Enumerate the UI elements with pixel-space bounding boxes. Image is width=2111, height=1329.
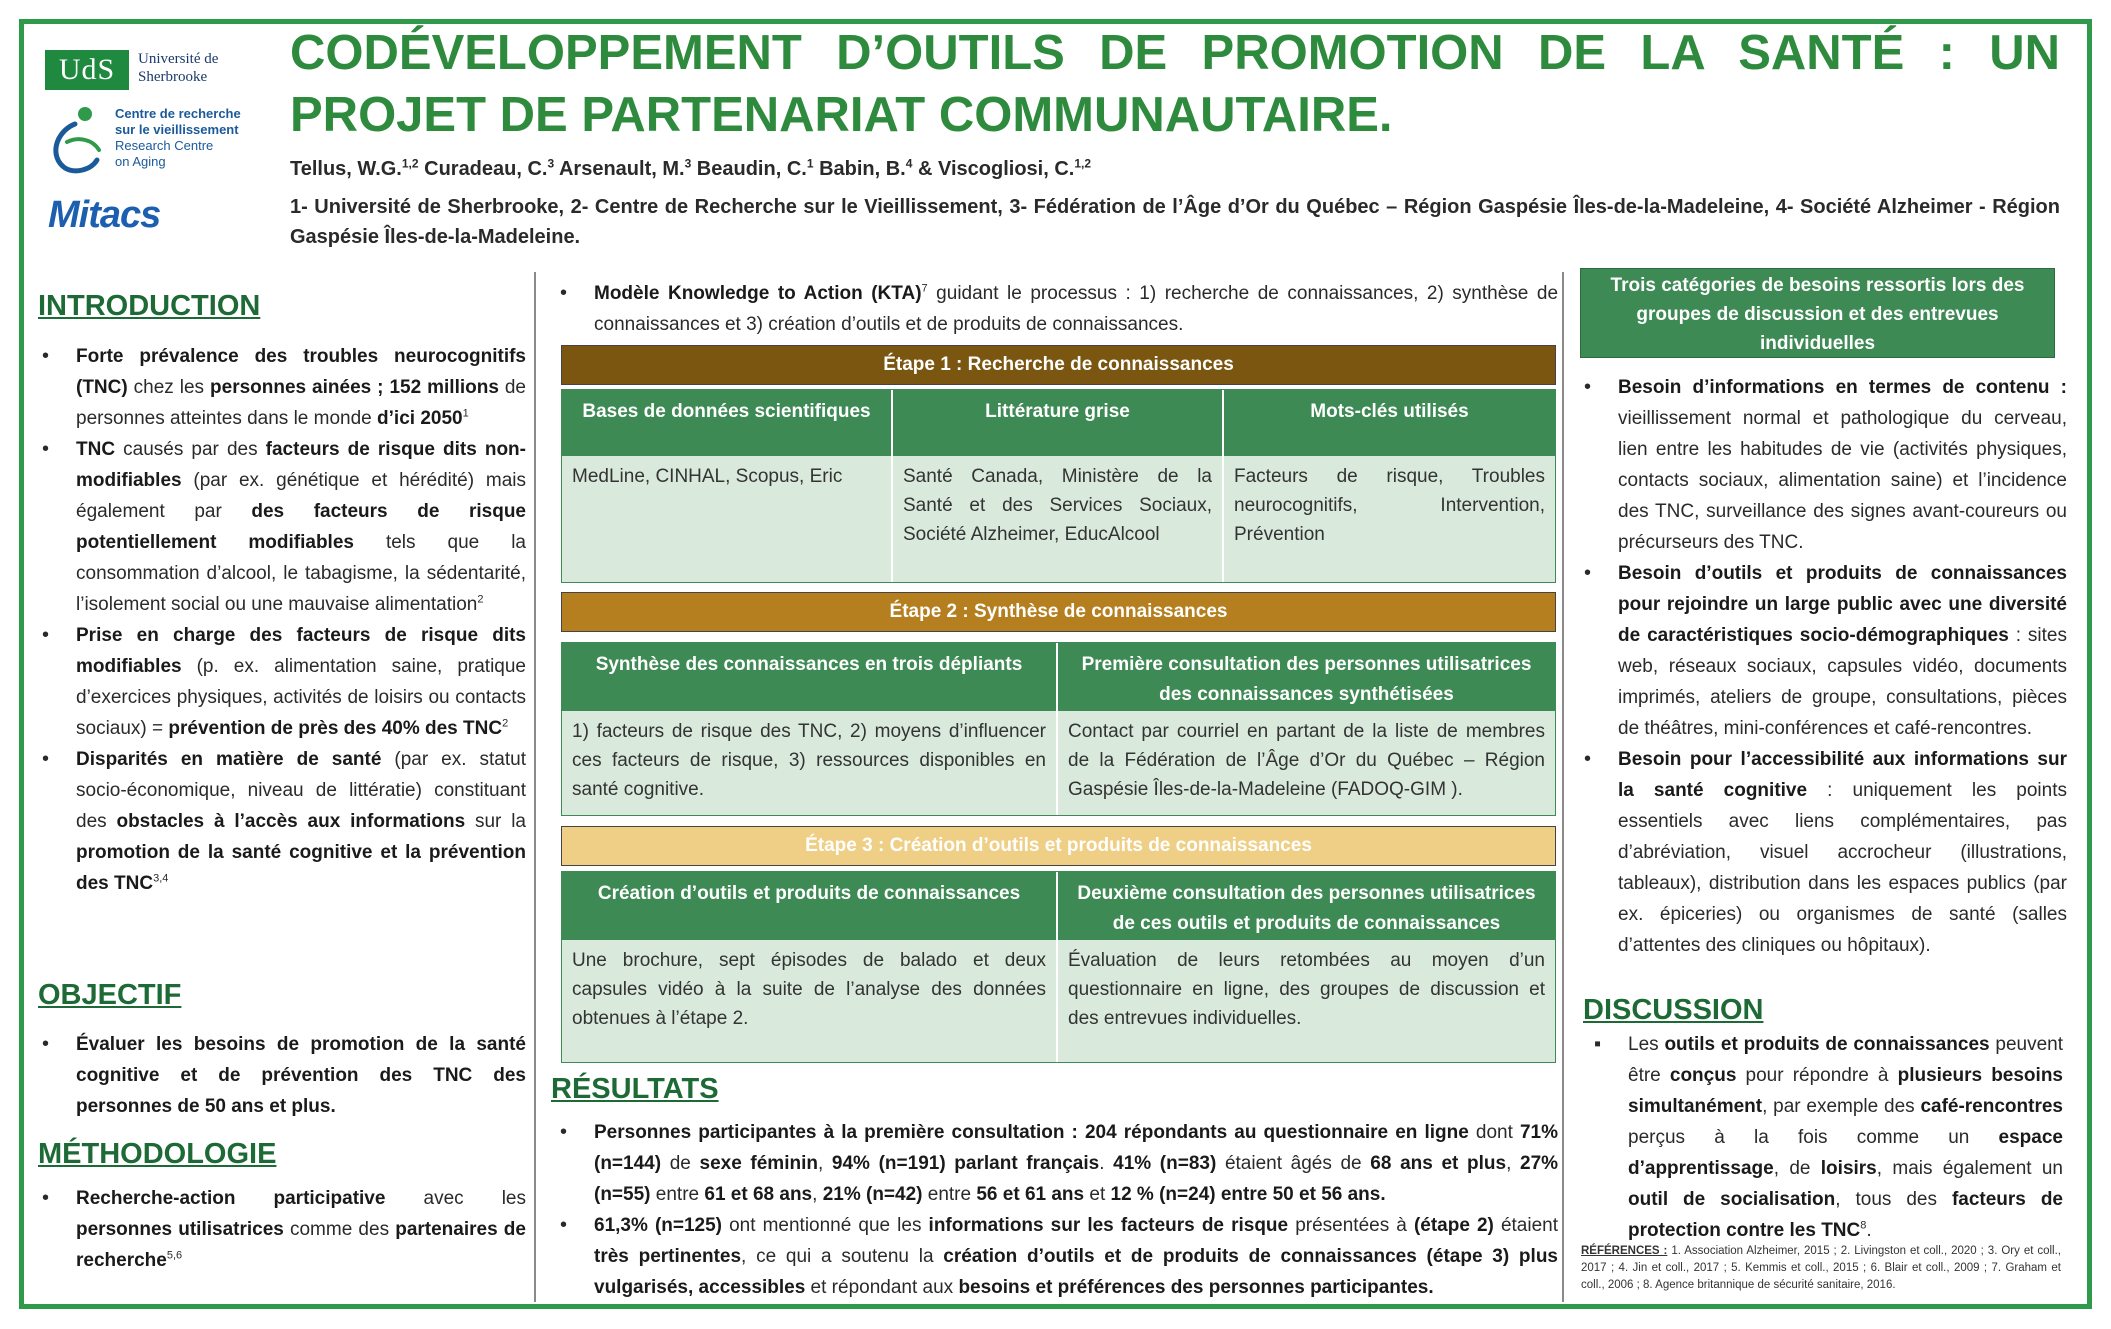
bullet-item (556, 1117, 1558, 1210)
bold-text: 12 % (n=24) entre 50 et 56 ans. (1110, 1184, 1386, 1205)
citation-sup: 2 (477, 593, 484, 606)
objectif-heading: OBJECTIF (38, 979, 182, 1011)
table-header-cell: Bases de données scientifiques (562, 390, 893, 456)
plain-text: étaient âgés de (1216, 1153, 1371, 1174)
methodologie-heading: MÉTHODOLOGIE (38, 1138, 277, 1170)
discussion-list (1590, 1029, 2063, 1246)
bold-text: 94% (n=191) parlant français (831, 1153, 1100, 1174)
bold-text: Modèle Knowledge to Action (KTA) (594, 283, 922, 304)
affiliations: 1- Université de Sherbrooke, 2- Centre de Recherche sur le Vieillissement, 3- Fédération de l’Âge d’Or du Québec – Région Gaspésie Îles-de-la-Madeleine, 4- Société Alzheimer - Région Gaspésie Îles-de-la-Madeleine. (290, 196, 2060, 248)
plain-text: , mais également un (1876, 1158, 2063, 1179)
table-body-cell: MedLine, CINHAL, Scopus, Eric (562, 456, 893, 582)
author-name: Curadeau, C. (418, 158, 548, 180)
author-name: Babin, B. (813, 158, 906, 180)
uds-name-line2: Sherbrooke (138, 69, 208, 85)
bold-text: Prise en charge des facteurs de risque dits modifiables (76, 625, 526, 677)
table-header-cell: Création d’outils et produits de connaissances (562, 872, 1058, 940)
step-3-bar: Étape 3 : Création d’outils et produits de connaissances (561, 826, 1556, 866)
table-body-cell: Évaluation de leurs retombées au moyen d’un questionnaire en ligne, des groupes de discussion et des entrevues individuelles. (1058, 940, 1555, 1062)
bullet-item (1580, 372, 2067, 558)
mitacs-logo: Mitacs (48, 194, 161, 236)
bold-text: 61 et 68 ans (704, 1184, 813, 1205)
bullet-item (1580, 744, 2067, 961)
bold-text: création d’outils et de produits de connaissances (étape 3) plus vulgarisés, accessibles (594, 1246, 1558, 1298)
plain-text: dont (1468, 1122, 1520, 1143)
introduction-heading: INTRODUCTION (38, 290, 261, 322)
author-name: Beaudin, C. (691, 158, 807, 180)
bold-text: besoins et préférences des personnes participantes. (958, 1277, 1434, 1298)
discussion-heading: DISCUSSION (1583, 994, 1764, 1026)
bold-text: conçus (1669, 1065, 1737, 1086)
bold-text: 68 ans et plus (1370, 1153, 1507, 1174)
column-separator-left (534, 272, 536, 1302)
plain-text: vieillissement normal et pathologique du cerveau, lien entre les habitudes de vie (activités physiques, contacts sociaux, alimentation saine) et l’incidence des TNC, surveillance des signes avant-coureurs ou précurseurs des TNC. (1618, 408, 2067, 553)
citation-sup: 2 (502, 717, 509, 730)
plain-text: , (1506, 1153, 1520, 1174)
author-name: & Viscogliosi, C. (912, 158, 1075, 180)
bold-text: TNC (76, 439, 116, 460)
table-body-cell: Santé Canada, Ministère de la Santé et des Services Sociaux, Société Alzheimer, EducAlcool (893, 456, 1224, 582)
bold-text: loisirs (1820, 1158, 1877, 1179)
plain-text: (p. ex. alimentation saine, pratique d’exercices physiques, activités de loisirs ou contacts sociaux) = (76, 656, 526, 739)
references-text: 1. Association Alzheimer, 2015 ; 2. Livingston et coll., 2020 ; 3. Ory et coll., 2017 ; 4. Jin et coll., 2017 ; 5. Kemmis et coll., 2015 ; 6. Blair et coll., 2009 ; 7. Graham et coll., 2006 ; 8. Agence britannique de sécurité sanitaire, 2016. (1581, 1245, 2062, 1291)
bold-text: personnes utilisatrices (76, 1219, 284, 1240)
bullet-item (38, 1029, 526, 1122)
plain-text: entre (650, 1184, 705, 1205)
resultats-list (556, 1117, 1558, 1303)
plain-text: de (661, 1153, 700, 1174)
step-1-table (561, 389, 1556, 583)
author-affiliation-sup: 1 (806, 156, 814, 171)
bullet-item (38, 620, 526, 744)
step-3-table (561, 871, 1556, 1063)
bold-text: plusieurs besoins simultanément (1628, 1065, 2063, 1117)
plain-text: et répondant aux (805, 1277, 959, 1298)
author-affiliation-sup: 1,2 (401, 156, 419, 171)
objectif-list (38, 1029, 526, 1122)
bold-text: Personnes participantes à la première consultation : 204 répondants au questionnaire en ligne (594, 1122, 1469, 1143)
kta-list (556, 278, 1558, 340)
bold-text: Évaluer les besoins de promotion de la santé cognitive et de prévention des TNC des personnes de 50 ans et plus. (76, 1034, 526, 1117)
table-body-cell: Contact par courriel en partant de la liste de membres de la Fédération de l’Âge d’Or du Québec – Région Gaspésie Îles-de-la-Madeleine (FADOQ-GIM ). (1058, 711, 1555, 815)
bold-text: 27% (n=55) (594, 1153, 1559, 1205)
plain-text: (par ex. génétique et hérédité) mais également par (76, 470, 526, 522)
bold-text: 71% (n=144) (594, 1122, 1558, 1174)
bullet-item (38, 1183, 526, 1276)
introduction-list (38, 341, 526, 899)
step-2-table (561, 642, 1556, 816)
plain-text: . (1866, 1220, 1872, 1241)
methodologie-list (38, 1183, 526, 1276)
bold-text: sexe féminin (699, 1153, 818, 1174)
plain-text: : uniquement les points essentiels avec liens complémentaires, pas d’abréviation, visuel accrocheur (illustrations, tableaux), distribution dans les espaces publics (par ex. épiceries) ou organismes de santé (salles d’attentes des cliniques ou hôpitaux). (1618, 780, 2067, 956)
crv-line1: Centre de recherche (115, 106, 241, 121)
bold-text: prévention de près des 40% des TNC (168, 718, 503, 739)
bold-text: 61,3% (n=125) (594, 1215, 723, 1236)
citation-sup: 8 (1860, 1219, 1867, 1232)
bold-text: outil de socialisation (1628, 1189, 1836, 1210)
uds-name-line1: Université de (138, 51, 219, 67)
author-affiliation-sup: 3 (684, 156, 692, 171)
table-header-cell: Mots-clés utilisés (1224, 390, 1555, 456)
bold-text: Besoin d’informations en termes de contenu : (1618, 377, 2067, 398)
plain-text: . (1099, 1153, 1114, 1174)
plain-text: avec les (385, 1188, 526, 1209)
crv-logo-icon (45, 102, 109, 176)
bold-text: personnes ainées ; 152 millions (210, 377, 499, 398)
plain-text: pour répondre à (1736, 1065, 1898, 1086)
plain-text: tels que la consommation d’alcool, le tabagisme, la sédentarité, l’isolement social ou une mauvaise alimentation (76, 532, 526, 615)
plain-text: sur la (465, 811, 526, 832)
bullet-item (556, 1210, 1558, 1303)
table-header-cell: Littérature grise (893, 390, 1224, 456)
bold-text: (étape 2) (1413, 1215, 1494, 1236)
plain-text: , tous des (1835, 1189, 1952, 1210)
categories-box: Trois catégories de besoins ressortis lors des groupes de discussion et des entrevues individuelles (1580, 268, 2055, 358)
bullet-item (556, 278, 1558, 340)
plain-text: et (1084, 1184, 1111, 1205)
plain-text: perçus à la fois comme un (1628, 1127, 1999, 1148)
bold-text: facteurs de protection contre les TNC (1628, 1189, 2063, 1241)
bold-text: facteurs de risque dits non-modifiables (76, 439, 526, 491)
bold-text: Forte prévalence des troubles neurocognitifs (TNC) (76, 346, 526, 398)
categories-list (1580, 372, 2067, 961)
uds-logo-mark: UdS (45, 50, 129, 90)
bold-text: Recherche-action participative (76, 1188, 386, 1209)
plain-text: présentées à (1288, 1215, 1414, 1236)
plain-text: : sites web, réseaux sociaux, capsules vidéo, documents imprimés, ateliers de groupe, consultations, pièces de théâtres, mini-conférences et café-rencontres. (1618, 625, 2067, 739)
step-1-bar: Étape 1 : Recherche de connaissances (561, 345, 1556, 385)
plain-text: chez les (127, 377, 211, 398)
plain-text: ont mentionné que les (722, 1215, 929, 1236)
plain-text: , (812, 1184, 823, 1205)
plain-text: , de (1773, 1158, 1821, 1179)
bullet-item (38, 744, 526, 899)
bullet-item (38, 341, 526, 434)
authors-line (290, 158, 1091, 181)
plain-text: , par exemple des (1762, 1096, 1921, 1117)
bold-text: obstacles à l’accès aux informations (116, 811, 466, 832)
table-body-cell: Une brochure, sept épisodes de balado et deux capsules vidéo à la suite de l’analyse des données obtenues à l’étape 2. (562, 940, 1058, 1062)
table-body-cell: Facteurs de risque, Troubles neurocognitifs, Intervention, Prévention (1224, 456, 1555, 582)
author-affiliation-sup: 3 (547, 156, 555, 171)
bullet-item (1580, 558, 2067, 744)
plain-text: peuvent être (1628, 1034, 2063, 1086)
plain-text: entre (922, 1184, 977, 1205)
bullet-item (38, 434, 526, 620)
table-body-cell: 1) facteurs de risque des TNC, 2) moyens d’influencer ces facteurs de risque, 3) ressources disponibles en santé cognitive. (562, 711, 1058, 815)
bold-text: outils et produits de connaissances (1664, 1034, 1990, 1055)
plain-text: (par ex. statut socio-économique, niveau de littératie) constituant des (76, 749, 526, 832)
table-header-cell: Deuxième consultation des personnes utilisatrices de ces outils et produits de connaissances (1058, 872, 1555, 940)
author-name: Arsenault, M. (554, 158, 685, 180)
citation-sup: 5,6 (166, 1249, 183, 1262)
author-name: Tellus, W.G. (290, 158, 402, 180)
plain-text: Les (1628, 1034, 1665, 1055)
table-header-cell: Première consultation des personnes utilisatrices des connaissances synthétisées (1058, 643, 1555, 711)
plain-text: guidant le processus : 1) recherche de connaissances, 2) synthèse de connaissances et 3) création d’outils et de produits de connaissances. (594, 283, 1559, 335)
plain-text: de personnes atteintes dans le monde (76, 377, 526, 429)
bold-text: 41% (n=83) (1113, 1153, 1217, 1174)
bold-text: espace d’apprentissage (1628, 1127, 2063, 1179)
bold-text: 56 et 61 ans (976, 1184, 1085, 1205)
bold-text: Besoin pour l’accessibilité aux informations sur la santé cognitive (1618, 749, 2067, 801)
plain-text: comme des (283, 1219, 396, 1240)
bold-text: Besoin d’outils et produits de connaissances pour rejoindre un large public avec une diversité de caractéristiques socio-démographiques (1618, 563, 2067, 646)
bold-text: informations sur les facteurs de risque (928, 1215, 1289, 1236)
resultats-heading: RÉSULTATS (551, 1073, 719, 1105)
step-2-bar: Étape 2 : Synthèse de connaissances (561, 592, 1556, 632)
author-affiliation-sup: 4 (905, 156, 913, 171)
plain-text: , ce qui a soutenu la (741, 1246, 944, 1267)
crv-line3: Research Centre (115, 138, 214, 153)
references (1581, 1243, 2061, 1294)
bold-text: des facteurs de risque potentiellement modifiables (76, 501, 526, 553)
bold-text: café-rencontres (1920, 1096, 2063, 1117)
poster-title: CODÉVELOPPEMENT D’OUTILS DE PROMOTION DE LA SANTÉ : UN PROJET DE PARTENARIAT COMMUNAUTAIRE. (290, 26, 2060, 142)
citation-sup: 3,4 (153, 872, 169, 885)
bold-text: promotion de la santé cognitive et la prévention des TNC (76, 842, 526, 894)
bold-text: 21% (n=42) (822, 1184, 923, 1205)
crv-logo-text (115, 106, 241, 170)
references-label: RÉFÉRENCES : (1581, 1245, 1668, 1257)
author-affiliation-sup: 1,2 (1074, 156, 1092, 171)
bold-text: Disparités en matière de santé (76, 749, 382, 770)
bullet-item (1590, 1029, 2063, 1246)
bold-text: très pertinentes (594, 1246, 742, 1267)
plain-text: étaient (1493, 1215, 1559, 1236)
table-header-cell: Synthèse des connaissances en trois dépliants (562, 643, 1058, 711)
plain-text: causés par des (115, 439, 266, 460)
citation-sup: 7 (921, 282, 928, 295)
bold-text: d’ici 2050 (377, 408, 463, 429)
column-separator-right (1562, 272, 1564, 1302)
uds-logo-text (138, 50, 218, 86)
citation-sup: 1 (462, 407, 469, 420)
crv-line4: on Aging (115, 154, 166, 169)
plain-text: , (817, 1153, 832, 1174)
bold-text: partenaires de recherche (76, 1219, 526, 1271)
crv-line2: sur le vieillissement (115, 122, 239, 137)
